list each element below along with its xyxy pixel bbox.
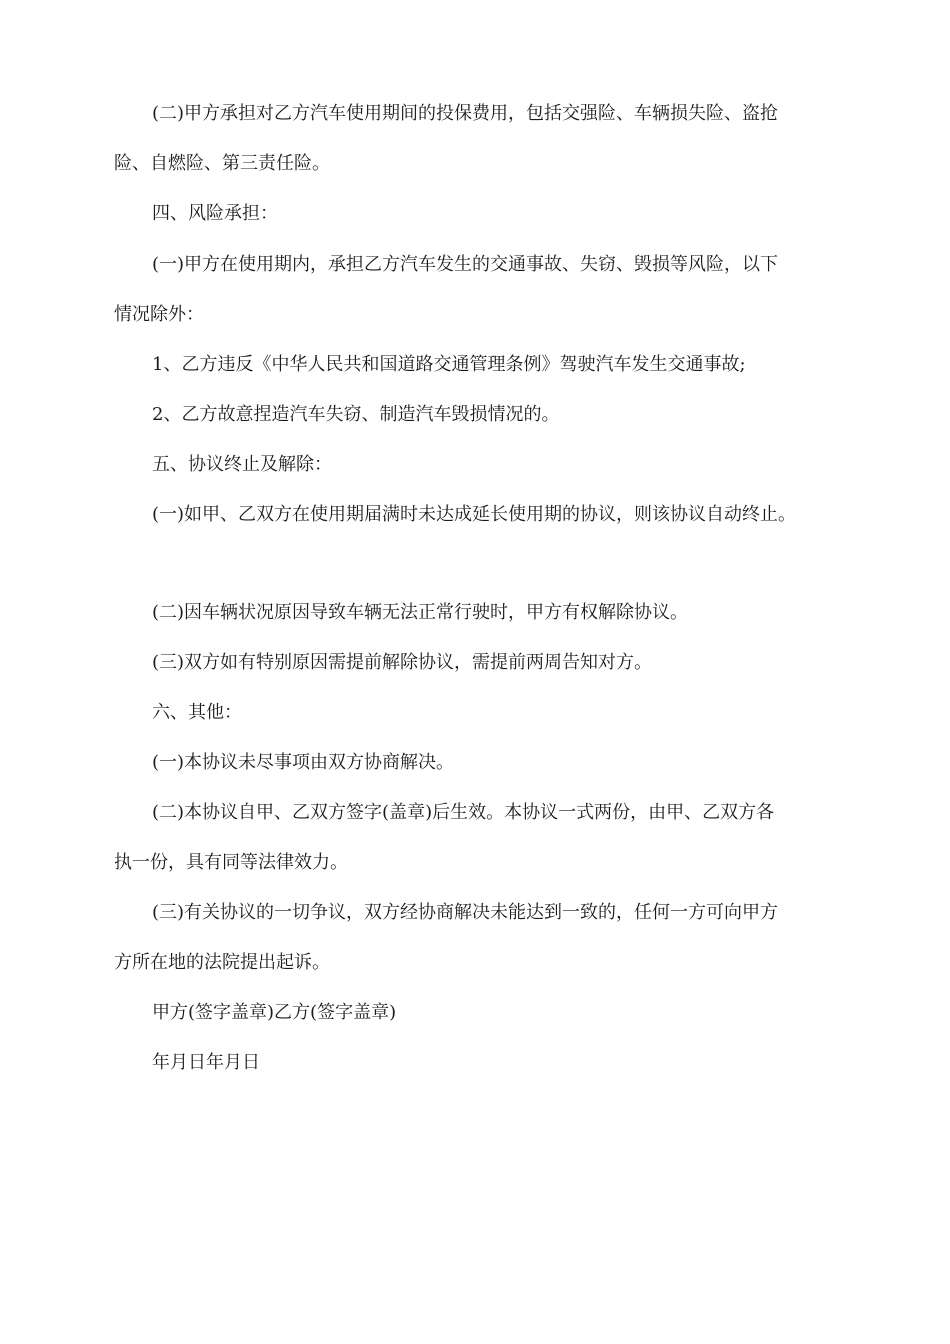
clause-3-2-line-1: (二)甲方承担对乙方汽车使用期间的投保费用，包括交强险、车辆损失险、盗抢 bbox=[152, 103, 779, 124]
clause-3-2-line-2: 险、自燃险、第三责任险。 bbox=[114, 153, 330, 174]
section-heading-termination: 五、协议终止及解除： bbox=[152, 454, 332, 475]
clause-6-2-line-2: 执一份，具有同等法律效力。 bbox=[114, 852, 348, 873]
clause-6-3-line-2: 方所在地的法院提出起诉。 bbox=[114, 952, 330, 973]
clause-5-1: (一)如甲、乙双方在使用期届满时未达成延长使用期的协议，则该协议自动终止。 bbox=[152, 504, 797, 525]
clause-6-1: (一)本协议未尽事项由双方协商解决。 bbox=[152, 752, 455, 773]
clause-5-3: (三)双方如有特别原因需提前解除协议，需提前两周告知对方。 bbox=[152, 652, 653, 673]
section-heading-other: 六、其他： bbox=[152, 702, 242, 723]
section-heading-risk: 四、风险承担： bbox=[152, 203, 278, 224]
clause-4-1-item-2: 2、乙方故意捏造汽车失窃、制造汽车毁损情况的。 bbox=[152, 404, 560, 425]
clause-4-1-item-1: 1、乙方违反《中华人民共和国道路交通管理条例》驾驶汽车发生交通事故; bbox=[152, 354, 746, 375]
clause-4-1-line-2: 情况除外： bbox=[114, 304, 204, 325]
date-line: 年月日年月日 bbox=[152, 1052, 260, 1073]
clause-6-3-line-1: (三)有关协议的一切争议，双方经协商解决未能达到一致的，任何一方可向甲方 bbox=[152, 902, 779, 923]
signature-line: 甲方(签字盖章)乙方(签字盖章) bbox=[152, 1002, 397, 1023]
clause-5-2: (二)因车辆状况原因导致车辆无法正常行驶时，甲方有权解除协议。 bbox=[152, 602, 689, 623]
clause-6-2-line-1: (二)本协议自甲、乙双方签字(盖章)后生效。本协议一式两份，由甲、乙双方各 bbox=[152, 802, 775, 823]
clause-4-1-line-1: (一)甲方在使用期内，承担乙方汽车发生的交通事故、失窃、毁损等风险，以下 bbox=[152, 254, 779, 275]
